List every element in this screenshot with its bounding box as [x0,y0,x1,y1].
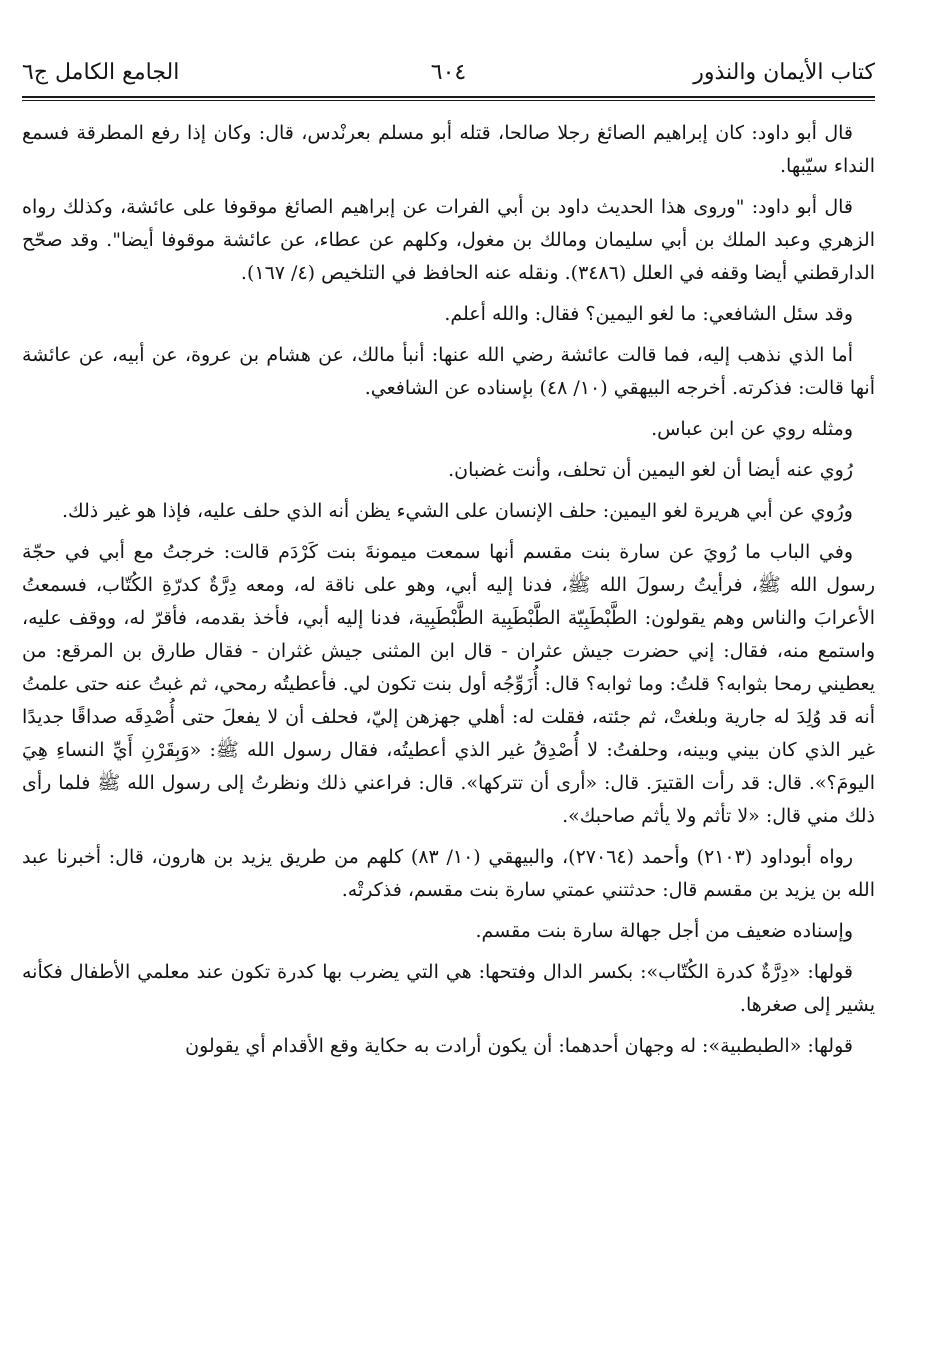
page-number: ٦٠٤ [430,60,467,85]
body-text [22,117,875,1063]
paragraph: قولها: «دِرَّةٌ كدرة الكُتّاب»: بكسر الدال وفتحها: هي التي يضرب بها كدرة تكون عند معلمي الأطفال فكأنه يشير إلى صغرها. [22,961,875,1016]
volume-label: الجامع الكامل ج٦ [22,60,180,85]
paragraph: رُوي عنه أيضا أن لغو اليمين أن تحلف، وأنت غضبان. [448,459,853,481]
paragraph: ورُوي عن أبي هريرة لغو اليمين: حلف الإنسان على الشيء يظن أنه الذي حلف عليه، فإذا هو غير ذلك. [61,500,853,522]
paragraph: وإسناده ضعيف من أجل جهالة سارة بنت مقسم. [475,920,853,942]
paragraph: أما الذي نذهب إليه، فما قالت عائشة رضي الله عنها: أنبأ مالك، عن هشام بن عروة، عن أبيه، عن عائشة أنها قالت: فذكرته. أخرجه البيهقي (١٠/ ٤٨) بإسناده عن الشافعي. [22,344,875,399]
header-rule-thin [22,100,875,101]
paragraph: وفي الباب ما رُويَ عن سارة بنت مقسم أنها سمعت ميمونةَ بنت كَرْدَم قالت: خرجتُ مع أبي في حجّة رسول الله ﷺ، فرأيتُ رسولَ الله ﷺ، فدنا إليه أبي، وهو على ناقة له، ومعه دِرَّةٌ كدرّةِ الكُتّاب، فسمعتُ الأعرابَ والناس وهم يقولون: الطَّبْطَبِيّة الطَّبْطَبِية الطَّبْطَبِية، فدنا إليه أبي، فأخذ بقدمه، فأقرّ له، ووقف عليه، واستمع منه، فقال: إني حضرت جيش عثران - قال ابن المثنى جيش غثران - فقال طارق بن المرقع: من يعطيني رمحا بثوابه؟ قلتُ: وما ثوابه؟ قال: أُزَوِّجُه أول بنت تكون لي. فأعطيتُه رمحي، ثم غبتُ عنه حتى علمتُ أنه قد وُلِدَ له جارية وبلغتْ، ثم جئته، فقلت له: أهلي جهزهن إليّ، فحلف أن لا يفعلَ حتى أُصْدِقَه صداقًا جديدًا غير الذي كان بيني وبينه، وحلفتُ: لا أُصْدِقُ غير الذي أعطيتُه، فقال رسول الله ﷺ: «وَبِقَرْنِ أَيِّ النساءِ هِيَ اليومَ؟». قال: قد رأت القتيرَ. قال: «أرى أن تتركها». قال: فراعني ذلك ونظرتُ إلى رسول الله ﷺ فلما رأى ذلك مني قال: «لا تأثم ولا يأثم صاحبك». [22,541,875,827]
paragraph: قولها: «الطبطبية»: له وجهان أحدهما: أن يكون أرادت به حكاية وقع الأقدام أي يقولون [185,1035,853,1057]
running-header [22,52,875,96]
paragraph: وقد سئل الشافعي: ما لغو اليمين؟ فقال: والله أعلم. [444,303,853,325]
paragraph: قال أبو داود: "وروى هذا الحديث داود بن أبي الفرات عن إبراهيم الصائغ موقوفا على عائشة، وكذلك رواه الزهري وعبد الملك بن أبي سليمان ومالك بن مغول، وكلهم عن عطاء، عن عائشة موقوفا أيضا". وقد صحّح الدارقطني أيضا وقفه في العلل (٣٤٨٦). ونقله عنه الحافظ في التلخيص (٤/ ١٦٧). [22,196,875,284]
paragraph: رواه أبوداود (٢١٠٣) وأحمد (٢٧٠٦٤)، والبيهقي (١٠/ ٨٣) كلهم من طريق يزيد بن هارون، قال: أخبرنا عبد الله بن يزيد بن مقسم قال: حدثتني عمتي سارة بنت مقسم، فذكرتْه. [22,846,875,901]
header-rule [22,96,875,98]
book-page [22,52,875,1071]
paragraph: قال أبو داود: كان إبراهيم الصائغ رجلا صالحا، قتله أبو مسلم بعرنْدس، قال: وكان إذا رفع المطرقة فسمع النداء سيّبها. [22,122,875,177]
paragraph: ومثله روي عن ابن عباس. [651,418,853,440]
book-title: كتاب الأيمان والنذور [693,60,875,85]
